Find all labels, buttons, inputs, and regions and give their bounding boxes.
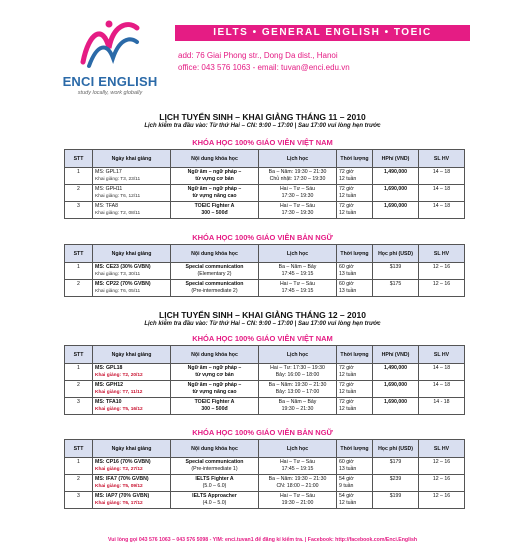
col-header: Ngày khai giảng (93, 150, 171, 168)
office-line: office: 043 576 1063 - email: tuvan@enci.edu.vn (178, 63, 350, 72)
duration-hours: 54 giờ (339, 476, 354, 482)
course-code: MS: IFA7 (70% GVBN) (95, 476, 149, 482)
schedule-line-2: 17:30 – 19:30 (281, 193, 314, 199)
row-stt: 1 (65, 364, 93, 381)
duration-weeks: 12 tuần (339, 176, 357, 182)
row-stt: 2 (65, 185, 93, 202)
duration-hours: 72 giờ (339, 186, 354, 192)
row-content (171, 185, 259, 202)
col-header: Ngày khai giảng (93, 346, 171, 364)
content-line-2: (Pre-intermediate 1) (191, 466, 238, 472)
table-row (65, 364, 465, 381)
schedule-line-1: Ba – Năm: 19:30 – 21:30 (268, 169, 327, 175)
row-start (93, 185, 171, 202)
row-fee: $179 (373, 458, 419, 475)
schedule-line-1: Ba – Năm: 19:30 – 21:30 (268, 476, 327, 482)
col-header: Thời lượng (337, 150, 373, 168)
schedule-line-1: Hai – Tư – Sáu (279, 493, 316, 499)
duration-weeks: 12 tuần (339, 500, 357, 506)
row-fee: 1,490,000 (373, 364, 419, 381)
row-schedule (259, 475, 337, 492)
course-title-vn-november: KHÓA HỌC 100% GIÁO VIÊN VIỆT NAM (192, 138, 333, 147)
duration-hours: 72 giờ (339, 203, 354, 209)
col-header: HPhí (VND) (373, 346, 419, 364)
col-header: Ngày khai giảng (93, 440, 171, 458)
row-content (171, 202, 259, 219)
schedule-table-vn-november (64, 149, 465, 219)
enci-logo (55, 18, 165, 103)
content-line-1: IELTS Approacher (192, 493, 237, 499)
row-stt: 3 (65, 398, 93, 415)
swirl-logo-icon (79, 18, 141, 70)
duration-hours: 72 giờ (339, 169, 354, 175)
address-line: add: 76 Giai Phong str., Dong Da dist., Hanoi (178, 51, 338, 60)
content-line-2: (5.0 – 6.0) (202, 483, 227, 489)
col-header: HPhí (VND) (373, 150, 419, 168)
table-row (65, 185, 465, 202)
schedule-line-2: CN: 18:00 – 21:00 (276, 483, 319, 489)
table-row (65, 202, 465, 219)
col-header: SL HV (419, 150, 465, 168)
course-code: MS: IAP7 (70% GVBN) (95, 493, 150, 499)
schedule-line-2: 17:45 – 19:15 (281, 271, 314, 277)
course-code: MS: GPL18 (95, 365, 123, 371)
duration-weeks: 12 tuần (339, 406, 357, 412)
col-header: Lịch học (259, 150, 337, 168)
row-stt: 2 (65, 381, 93, 398)
row-start (93, 458, 171, 475)
row-stt: 3 (65, 492, 93, 509)
col-header: Nội dung khóa học (171, 346, 259, 364)
duration-weeks: 9 tuần (339, 483, 354, 489)
schedule-line-2: 17:30 – 19:30 (281, 210, 314, 216)
schedule-line-1: Ba – Năm – Bảy (278, 264, 317, 270)
brand-name: ENCI ENGLISH (62, 74, 158, 89)
header (0, 0, 525, 110)
col-header: Nội dung khóa học (171, 150, 259, 168)
col-header: Học phí (USD) (373, 440, 419, 458)
col-header: STT (65, 440, 93, 458)
duration-hours: 54 giờ (339, 493, 354, 499)
row-fee: 1,490,000 (373, 168, 419, 185)
duration-weeks: 12 tuần (339, 389, 357, 395)
row-stt: 1 (65, 168, 93, 185)
col-header: Thời lượng (337, 245, 373, 263)
row-stt: 2 (65, 280, 93, 297)
content-line-2: 300 – 500đ (201, 210, 228, 216)
schedule-line-2: Bảy: 16:00 – 18:00 (275, 372, 320, 378)
row-duration (337, 185, 373, 202)
schedule-line-2: 17:45 – 19:15 (281, 288, 314, 294)
course-code: MS: CP16 (70% GVBN) (95, 459, 151, 465)
row-start (93, 364, 171, 381)
schedule-line-2: Bảy: 13:00 – 17:00 (275, 389, 320, 395)
table-row (65, 475, 465, 492)
row-stt: 2 (65, 475, 93, 492)
row-fee: $199 (373, 492, 419, 509)
row-fee: 1,690,000 (373, 381, 419, 398)
row-start (93, 280, 171, 297)
schedule-line-1: Hai – Tư – Sáu (279, 281, 316, 287)
duration-weeks: 12 tuần (339, 210, 357, 216)
col-header: Thời lượng (337, 346, 373, 364)
row-schedule (259, 202, 337, 219)
section-subtitle-november: Lịch kiểm tra đầu vào: Từ thứ Hai – CN: 9:00 – 17:00 | Sau 17:00 vui lòng hẹn trước (144, 123, 381, 129)
col-header: Lịch học (259, 440, 337, 458)
row-content (171, 381, 259, 398)
schedule-line-2: Chủ nhật: 17:30 – 19:30 (269, 176, 326, 182)
schedule-line-1: Hai – Tư – Sáu (279, 459, 316, 465)
row-content (171, 492, 259, 509)
col-header: SL HV (419, 245, 465, 263)
col-header: Nội dung khóa học (171, 245, 259, 263)
content-line-2: (Pre-intermediate 2) (191, 288, 238, 294)
row-start (93, 381, 171, 398)
row-duration (337, 202, 373, 219)
brand-tagline: study locally, work globally (77, 90, 143, 96)
row-schedule (259, 458, 337, 475)
table-header-row (65, 346, 465, 364)
col-header: STT (65, 346, 93, 364)
section-subtitle-december: Lịch kiểm tra đầu vào: Từ thứ Hai – CN: 9:00 – 17:00 | Sau 17:00 vui lòng hẹn trước (144, 321, 381, 327)
row-content (171, 398, 259, 415)
row-duration (337, 280, 373, 297)
row-start (93, 202, 171, 219)
row-schedule (259, 263, 337, 280)
row-fee: $139 (373, 263, 419, 280)
row-stt: 3 (65, 202, 93, 219)
row-fee: $239 (373, 475, 419, 492)
table-header-row (65, 440, 465, 458)
course-code: MS: CE23 (30% GVBN) (95, 264, 151, 270)
content-line-1: Ngữ âm – ngữ pháp – (187, 365, 242, 371)
table-row (65, 398, 465, 415)
course-title-native-december: KHÓA HỌC 100% GIÁO VIÊN BẢN NGỮ (192, 428, 333, 437)
duration-hours: 60 giờ (339, 459, 354, 465)
course-title-native-november: KHÓA HỌC 100% GIÁO VIÊN BẢN NGỮ (192, 233, 333, 242)
row-duration (337, 475, 373, 492)
course-code: MS: TFA8 (95, 203, 118, 209)
content-line-1: Special communication (185, 459, 244, 465)
table-row (65, 458, 465, 475)
row-start (93, 475, 171, 492)
row-content (171, 364, 259, 381)
duration-weeks: 13 tuần (339, 466, 357, 472)
row-duration (337, 458, 373, 475)
schedule-table-vn-december (64, 345, 465, 415)
start-date: Khai giảng: T2, 27/12 (95, 467, 143, 472)
row-fee: 1,690,000 (373, 185, 419, 202)
row-duration (337, 398, 373, 415)
content-line-1: Ngữ âm – ngữ pháp – (187, 186, 242, 192)
row-start (93, 168, 171, 185)
start-date: Khai giảng: T5, 09/12 (95, 484, 143, 489)
schedule-line-1: Hai – Tư – Sáu (279, 186, 316, 192)
row-schedule (259, 280, 337, 297)
table-row (65, 280, 465, 297)
col-header: Nội dung khóa học (171, 440, 259, 458)
duration-hours: 60 giờ (339, 281, 354, 287)
row-duration (337, 381, 373, 398)
row-qty: 14 – 18 (419, 202, 465, 219)
start-date: Khai giảng: T5, 16/12 (95, 407, 143, 412)
col-header: Lịch học (259, 346, 337, 364)
row-qty: 12 – 16 (419, 458, 465, 475)
row-start (93, 492, 171, 509)
row-stt: 1 (65, 263, 93, 280)
duration-weeks: 12 tuần (339, 193, 357, 199)
course-code: MS: GPH12 (95, 382, 123, 388)
schedule-line-1: Ba – Năm – Bảy (278, 399, 317, 405)
table-row (65, 263, 465, 280)
row-qty: 12 – 16 (419, 263, 465, 280)
content-line-2: (4.0 – 5.0) (202, 500, 227, 506)
course-banner: IELTS • GENERAL ENGLISH • TOEIC (175, 25, 470, 41)
row-content (171, 280, 259, 297)
course-code: MS: TFA10 (95, 399, 122, 405)
row-content (171, 475, 259, 492)
schedule-line-1: Ba – Năm: 19:30 – 21:30 (268, 382, 327, 388)
schedule-line-2: 17:45 – 19:15 (281, 466, 314, 472)
duration-hours: 72 giờ (339, 399, 354, 405)
content-line-1: Special communication (185, 264, 244, 270)
content-line-2: 300 – 500đ (201, 406, 228, 412)
row-qty: 14 – 18 (419, 185, 465, 202)
col-header: Ngày khai giảng (93, 245, 171, 263)
content-line-1: Ngữ âm – ngữ pháp – (187, 169, 242, 175)
start-date: Khai giảng: T6, 17/12 (95, 501, 143, 506)
start-date: Khai giảng: T3, 30/11 (95, 272, 141, 277)
content-line-2: từ vựng cơ bản (195, 372, 234, 378)
start-date: Khai giảng: T6, 12/11 (95, 194, 141, 199)
row-qty: 12 – 16 (419, 280, 465, 297)
row-duration (337, 263, 373, 280)
row-schedule (259, 398, 337, 415)
contact-info (178, 50, 350, 74)
col-header: SL HV (419, 346, 465, 364)
duration-weeks: 12 tuần (339, 372, 357, 378)
col-header: Lịch học (259, 245, 337, 263)
content-line-2: từ vựng nâng cao (192, 193, 237, 199)
schedule-line-2: 19:30 – 21:30 (281, 406, 314, 412)
col-header: Thời lượng (337, 440, 373, 458)
row-qty: 14 - 18 (419, 398, 465, 415)
schedule-line-2: 19:30 – 21:00 (281, 500, 314, 506)
row-content (171, 168, 259, 185)
row-stt: 1 (65, 458, 93, 475)
content-line-1: TOEIC Fighter A (194, 203, 235, 209)
start-date: Khai giảng: T7, 11/12 (95, 390, 143, 395)
row-schedule (259, 168, 337, 185)
course-code: MS: GPH11 (95, 186, 123, 192)
row-duration (337, 492, 373, 509)
col-header: STT (65, 245, 93, 263)
row-qty: 14 – 18 (419, 381, 465, 398)
content-line-1: Special communication (185, 281, 244, 287)
content-line-2: từ vựng cơ bản (195, 176, 234, 182)
course-code: MS: CP22 (70% GVBN) (95, 281, 151, 287)
row-schedule (259, 364, 337, 381)
duration-hours: 72 giờ (339, 365, 354, 371)
row-fee: $175 (373, 280, 419, 297)
table-row (65, 492, 465, 509)
row-qty: 12 – 16 (419, 475, 465, 492)
row-content (171, 263, 259, 280)
course-title-vn-december: KHÓA HỌC 100% GIÁO VIÊN VIỆT NAM (192, 334, 333, 343)
row-duration (337, 168, 373, 185)
row-schedule (259, 492, 337, 509)
footer-contact: Vui lòng gọi 043 576 1063 – 043 576 5098 - YIM: enci.tuvan1 để đăng kí kiểm tra. | Facebook: http://facebook.com/Enci.English (107, 537, 418, 543)
row-fee: 1,690,000 (373, 398, 419, 415)
content-line-1: Ngữ âm – ngữ pháp – (187, 382, 242, 388)
row-start (93, 263, 171, 280)
row-content (171, 458, 259, 475)
content-line-1: TOEIC Fighter A (194, 399, 235, 405)
start-date: Khai giảng: T2, 20/12 (95, 373, 143, 378)
content-line-2: (Elementary 2) (197, 271, 232, 277)
content-line-1: IELTS Fighter A (195, 476, 234, 482)
row-qty: 12 – 16 (419, 492, 465, 509)
col-header: SL HV (419, 440, 465, 458)
duration-weeks: 13 tuần (339, 271, 357, 277)
row-qty: 14 – 18 (419, 168, 465, 185)
course-code: MS: GPL17 (95, 169, 122, 175)
schedule-line-1: Hai – Tư: 17:30 – 19:30 (270, 365, 325, 371)
start-date: Khai giảng: T3, 23/11 (95, 177, 141, 182)
duration-hours: 60 giờ (339, 264, 354, 270)
duration-weeks: 13 tuần (339, 288, 357, 294)
row-schedule (259, 185, 337, 202)
start-date: Khai giảng: T6, 05/11 (95, 289, 141, 294)
row-fee: 1,690,000 (373, 202, 419, 219)
table-row (65, 168, 465, 185)
content-line-2: từ vựng nâng cao (192, 389, 237, 395)
schedule-table-native-november (64, 244, 465, 297)
row-start (93, 398, 171, 415)
schedule-table-native-december (64, 439, 465, 509)
start-date: Khai giảng: T2, 08/11 (95, 211, 141, 216)
col-header: Học phí (USD) (373, 245, 419, 263)
schedule-line-1: Hai – Tư – Sáu (279, 203, 316, 209)
col-header: STT (65, 150, 93, 168)
table-row (65, 381, 465, 398)
table-header-row (65, 245, 465, 263)
row-schedule (259, 381, 337, 398)
section-title-december: LỊCH TUYỂN SINH – KHAI GIẢNG THÁNG 12 – 2010 (159, 310, 366, 320)
table-header-row (65, 150, 465, 168)
row-duration (337, 364, 373, 381)
section-title-november: LỊCH TUYỂN SINH – KHAI GIẢNG THÁNG 11 – 2010 (159, 112, 366, 122)
row-qty: 14 – 18 (419, 364, 465, 381)
duration-hours: 72 giờ (339, 382, 354, 388)
